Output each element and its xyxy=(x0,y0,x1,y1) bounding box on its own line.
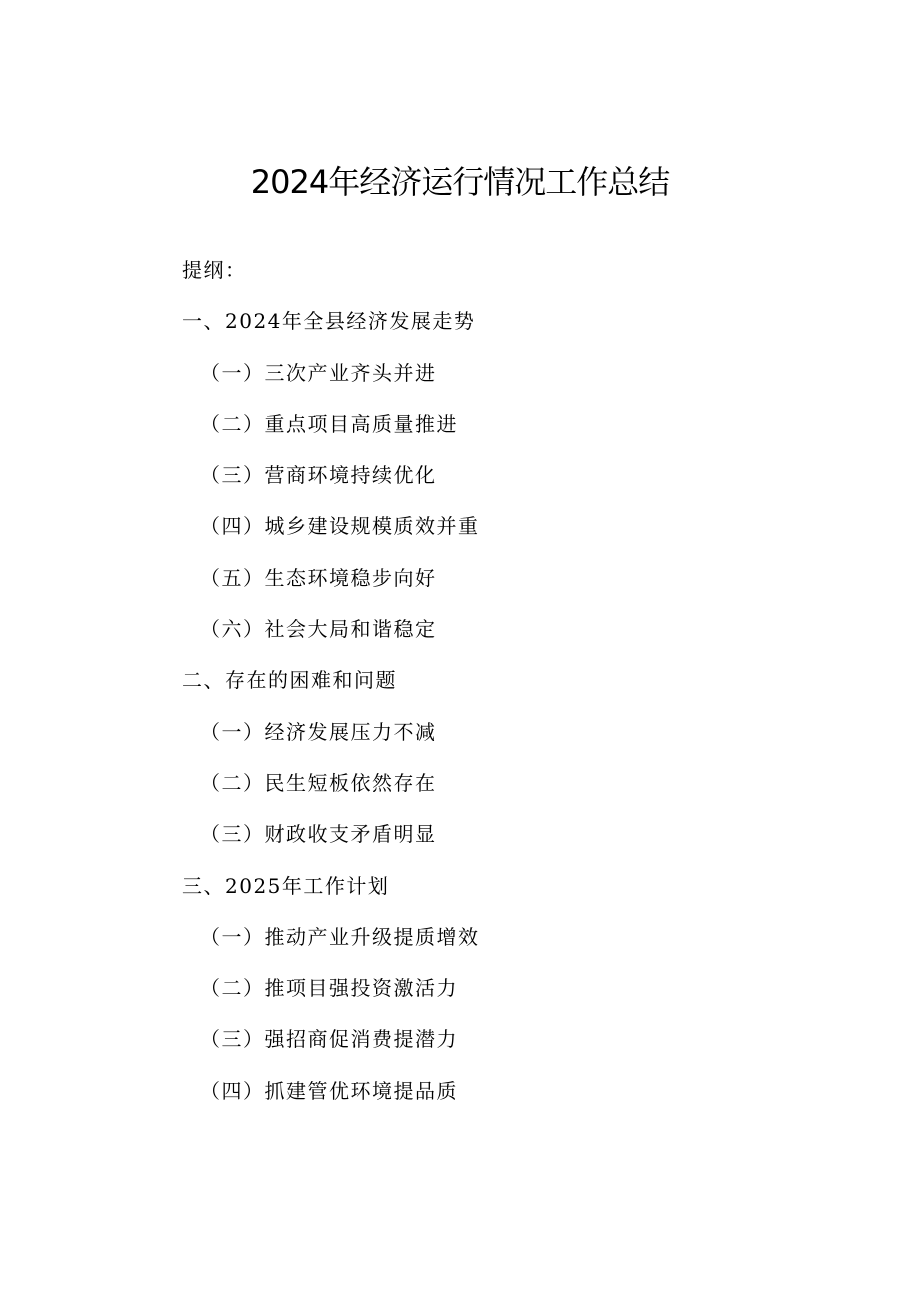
outline-item: 一、2024年全县经济发展走势 xyxy=(182,309,476,334)
outline-label: 提纲： xyxy=(182,258,247,282)
outline-item: （六）社会大局和谐稳定 xyxy=(200,617,437,642)
outline-item: （三）财政收支矛盾明显 xyxy=(200,822,437,847)
outline-item: （五）生态环境稳步向好 xyxy=(200,565,437,590)
outline-item: （一）三次产业齐头并进 xyxy=(200,360,437,385)
outline-item: （三）强招商促消费提潜力 xyxy=(200,1027,458,1052)
document-title: 2024年经济运行情况工作总结 xyxy=(250,163,670,201)
outline-item: （一）经济发展压力不减 xyxy=(200,719,437,744)
outline-item: 三、2025年工作计划 xyxy=(182,873,390,898)
outline-item: （二）重点项目高质量推进 xyxy=(200,411,458,436)
outline-list xyxy=(182,253,782,1125)
outline-item: （一）推动产业升级提质增效 xyxy=(200,924,480,949)
outline-item: （二）推项目强投资激活力 xyxy=(200,976,458,1001)
outline-item: （二）民生短板依然存在 xyxy=(200,770,437,795)
outline-item: （四）城乡建设规模质效并重 xyxy=(200,514,480,539)
outline-item: （四）抓建管优环境提品质 xyxy=(200,1078,458,1103)
outline-item: 二、存在的困难和问题 xyxy=(182,668,397,693)
outline-item: （三）营商环境持续优化 xyxy=(200,463,437,488)
